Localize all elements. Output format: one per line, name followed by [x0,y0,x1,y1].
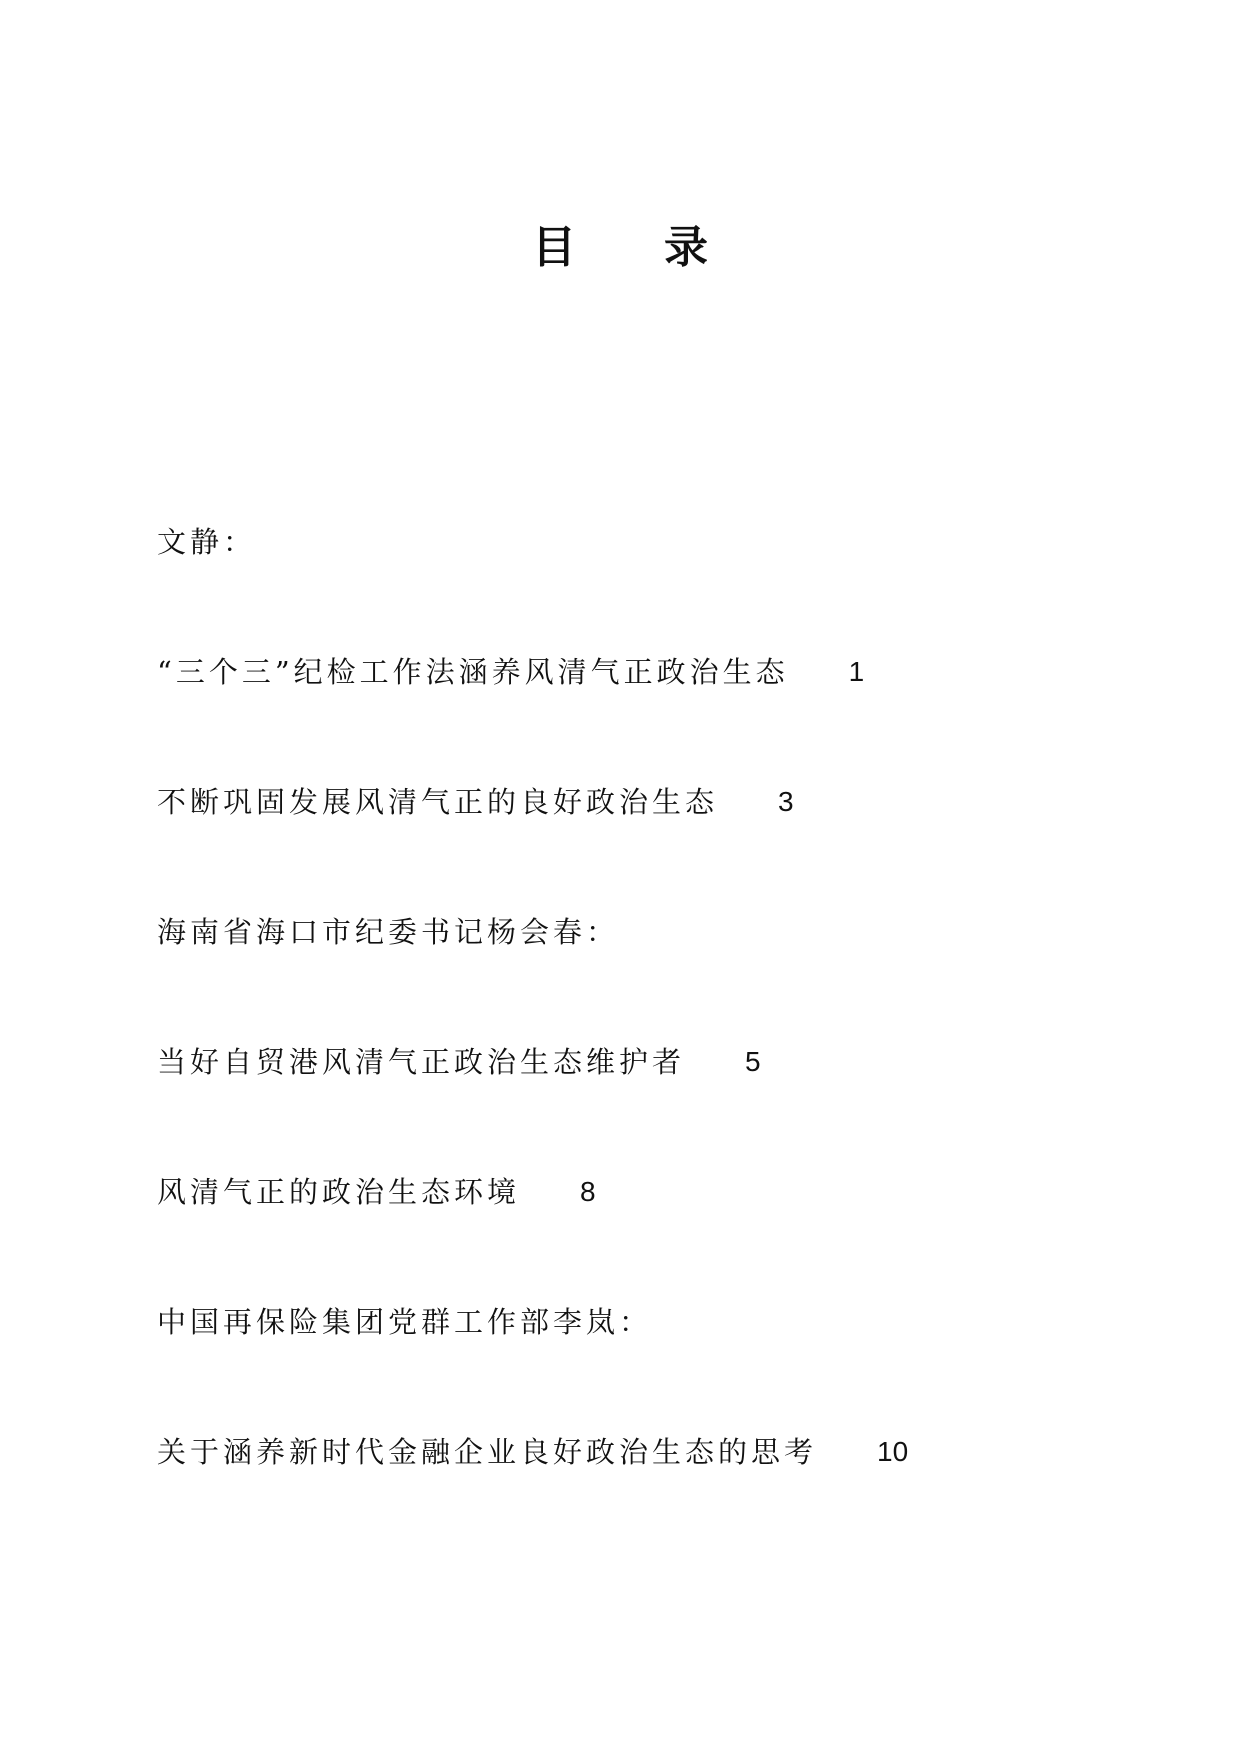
toc-entry-page-number: 3 [778,786,794,817]
toc-entry-page-number: 8 [580,1176,596,1207]
toc-entry-title: 不断巩固发展风清气正的良好政治生态 [157,785,719,819]
toc-entry-title: “三个三”纪检工作法涵养风清气正政治生态 [157,655,789,689]
table-of-contents [157,512,1157,1552]
toc-author: 海南省海口市纪委书记杨会春： [157,915,620,949]
toc-author-line [157,902,1157,1032]
toc-entry[interactable] [157,1422,1157,1552]
toc-entry[interactable] [157,1162,1157,1292]
toc-entry-page-number: 10 [877,1436,909,1467]
toc-author: 文静： [157,525,257,559]
toc-author-line [157,512,1157,642]
toc-entry[interactable] [157,642,1157,772]
toc-entry-title: 风清气正的政治生态环境 [157,1175,521,1209]
toc-entry[interactable] [157,1032,1157,1162]
toc-entry-page-number: 1 [848,656,865,687]
toc-entry-title: 当好自贸港风清气正政治生态维护者 [157,1045,686,1079]
toc-entry[interactable] [157,772,1157,902]
toc-entry-title: 关于涵养新时代金融企业良好政治生态的思考 [157,1435,818,1469]
toc-author: 中国再保险集团党群工作部李岚： [157,1305,653,1339]
toc-entry-page-number: 5 [745,1046,761,1077]
toc-title [0,220,1240,276]
toc-title-char-2: 录 [664,222,708,273]
toc-title-char-1: 目 [532,222,576,273]
toc-author-line [157,1292,1157,1422]
